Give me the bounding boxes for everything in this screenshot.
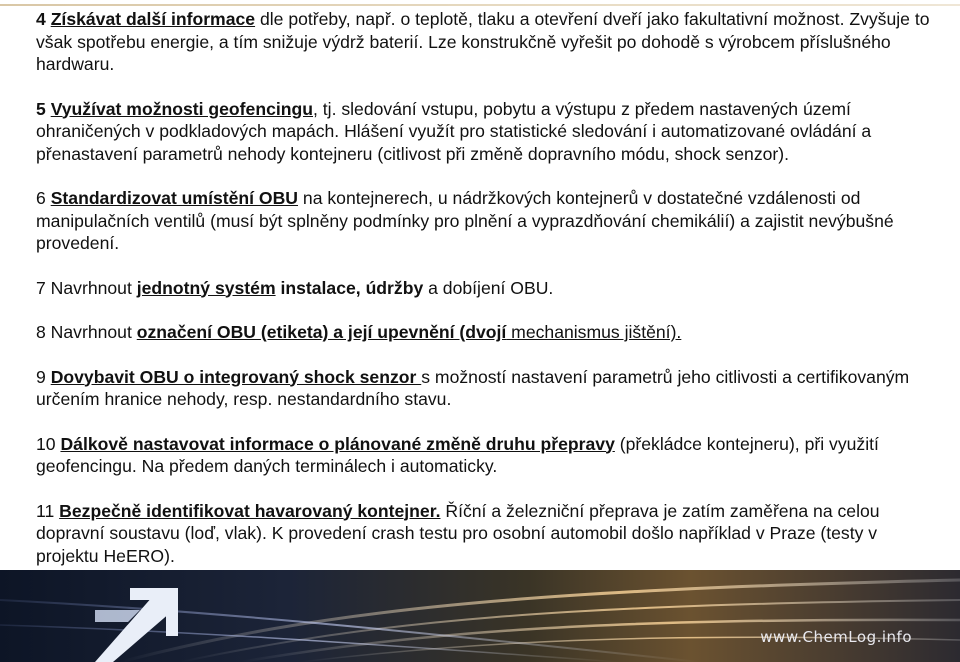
item-8 xyxy=(36,321,936,344)
item-11 xyxy=(36,500,936,568)
item-heading: Standardizovat umístění OBU xyxy=(50,188,299,208)
item-number: 8 xyxy=(36,322,46,342)
item-heading: jednotný systém xyxy=(136,277,276,298)
item-9 xyxy=(36,366,936,411)
item-heading: Dovybavit OBU o integrovaný shock senzor xyxy=(50,366,422,387)
item-text: dle potřeby, např. o teplotě, tlaku a otevření dveří jako fakultativní možnost. Zvyšuje to však spotřebu energie, a tím snižuje výdrž baterií. Lze konstrukčně vyřešit po dohodě s výrobcem příslušného hardwaru. xyxy=(36,9,930,74)
item-heading: Bezpečně identifikovat havarovaný kontejner. xyxy=(59,500,441,521)
light-trails-graphic xyxy=(0,570,960,662)
item-prefix: Navrhnout xyxy=(45,277,137,298)
item-number: 9 xyxy=(36,366,46,387)
item-text: s možností nastavení parametrů jeho citlivosti a certifikovaným určením hranice nehody, resp. nestandardního stavu. xyxy=(36,366,910,409)
item-5 xyxy=(36,98,936,166)
footer-banner xyxy=(0,570,960,662)
item-prefix: Navrhnout xyxy=(45,322,137,342)
item-heading: označení OBU (etiketa) a její upevnění (dvojí xyxy=(136,322,507,342)
item-4 xyxy=(36,8,936,76)
website-url[interactable]: www.ChemLog.info xyxy=(760,628,912,646)
item-number: 5 xyxy=(36,98,46,119)
item-number: 11 xyxy=(36,500,55,521)
item-number: 4 xyxy=(36,9,46,29)
item-text: a dobíjení OBU. xyxy=(423,277,554,298)
item-text: Říční a železniční přeprava je zatím zaměřena na celou dopravní soustavu (loď, vlak). K provedení crash testu pro osobní automobil došlo například v Praze (testy v projektu HeERO). xyxy=(36,500,880,566)
item-text: (překládce kontejneru), při využití geofencingu. Na předem daných terminálech i automaticky. xyxy=(36,433,879,476)
item-6 xyxy=(36,187,936,255)
item-number: 7 xyxy=(36,277,46,298)
top-divider xyxy=(0,4,960,6)
item-number: 6 xyxy=(36,188,46,208)
item-10 xyxy=(36,433,936,478)
item-text: , tj. sledování vstupu, pobytu a výstupu z předem nastavených území ohraničených v podkladových mapách. Hlášení využít pro statistické sledování i automatizované ovládání a přenastavení parametrů nehody kontejneru (citlivost při změně dopravního módu, shock senzor). xyxy=(36,98,872,164)
item-heading-cont: mechanismus jištění). xyxy=(506,322,682,342)
item-heading: Využívat možnosti geofencingu xyxy=(50,98,313,119)
item-text: na kontejnerech, u nádržkových kontejnerů v dostatečné vzdálenosti od manipulačních ventilů (musí být splněny podmínky pro plnění a vyprazdňování chemikálií) a zajistit nevýbušné provedení. xyxy=(36,188,894,253)
item-heading: Dálkově nastavovat informace o plánované změně druhu přepravy xyxy=(60,433,615,454)
item-number: 10 xyxy=(36,433,56,454)
item-heading: Získávat další informace xyxy=(50,9,256,29)
item-emphasis: instalace, údržby xyxy=(275,277,424,298)
item-7 xyxy=(36,277,936,300)
document-body xyxy=(36,8,936,589)
